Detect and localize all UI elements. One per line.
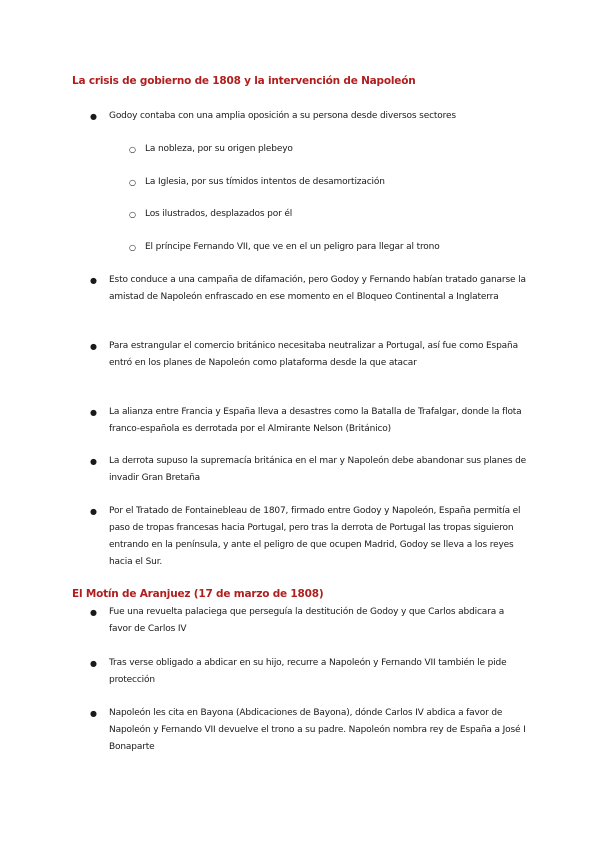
list-item: Godoy contaba con una amplia oposición a su persona desde diversos sectores xyxy=(109,111,456,121)
list-item: Fue una revuelta palaciega que perseguía la destitución de Godoy y que Carlos abdicara a favor de Carlos IV xyxy=(109,607,505,634)
sub-bullet: ○ xyxy=(129,145,136,154)
bullet: ● xyxy=(90,659,97,668)
list-item: Esto conduce a una campaña de difamación, pero Godoy y Fernando habían tratado ganarse la amistad de Napoleón enfrascado en ese momento en el Bloqueo Continental a Inglaterra xyxy=(109,275,526,302)
sub-bullet: ○ xyxy=(129,243,136,252)
section-heading-motin: El Motín de Aranjuez (17 de marzo de 1808) xyxy=(72,588,324,600)
bullet: ● xyxy=(90,608,97,617)
bullet: ● xyxy=(90,507,97,516)
sub-list-item: La nobleza, por su origen plebeyo xyxy=(145,144,293,154)
list-item: Para estrangular el comercio británico necesitaba neutralizar a Portugal, así fue como España entró en los planes de Napoleón como plataforma desde la que atacar xyxy=(109,341,518,368)
list-item: La alianza entre Francia y España lleva a desastres como la Batalla de Trafalgar, donde la flota franco-española es derrotada por el Almirante Nelson (Británico) xyxy=(109,407,522,434)
bullet: ● xyxy=(90,408,97,417)
sub-list-item: La Iglesia, por sus tímidos intentos de desamortización xyxy=(145,177,385,187)
sub-list-item: El príncipe Fernando VII, que ve en el un peligro para llegar al trono xyxy=(145,242,440,252)
sub-bullet: ○ xyxy=(129,210,136,219)
sub-list-item: Los ilustrados, desplazados por él xyxy=(145,209,293,219)
bullet: ● xyxy=(90,112,97,121)
bullet: ● xyxy=(90,457,97,466)
list-item: La derrota supuso la supremacía británica en el mar y Napoleón debe abandonar sus planes de invadir Gran Bretaña xyxy=(109,456,527,483)
section-heading-crisis: La crisis de gobierno de 1808 y la intervención de Napoleón xyxy=(72,75,416,87)
list-item: Tras verse obligado a abdicar en su hijo, recurre a Napoleón y Fernando VII también le pide protección xyxy=(109,658,507,685)
bullet: ● xyxy=(90,276,97,285)
sub-bullet: ○ xyxy=(129,178,136,187)
bullet: ● xyxy=(90,342,97,351)
list-item: Por el Tratado de Fontainebleau de 1807, firmado entre Godoy y Napoleón, España permitía el paso de tropas francesas hacia Portugal, pero tras la derrota de Portugal las tropas siguieron entrando en la península, y ante el peligro de que ocupen Madrid, Godoy se lleva a los reyes hacia el Sur. xyxy=(109,506,521,567)
list-item: Napoleón les cita en Bayona (Abdicaciones de Bayona), dónde Carlos IV abdica a favor de Napoleón y Fernando VII devuelve el trono a su padre. Napoleón nombra rey de España a José I Bonaparte xyxy=(109,708,526,752)
bullet: ● xyxy=(90,709,97,718)
